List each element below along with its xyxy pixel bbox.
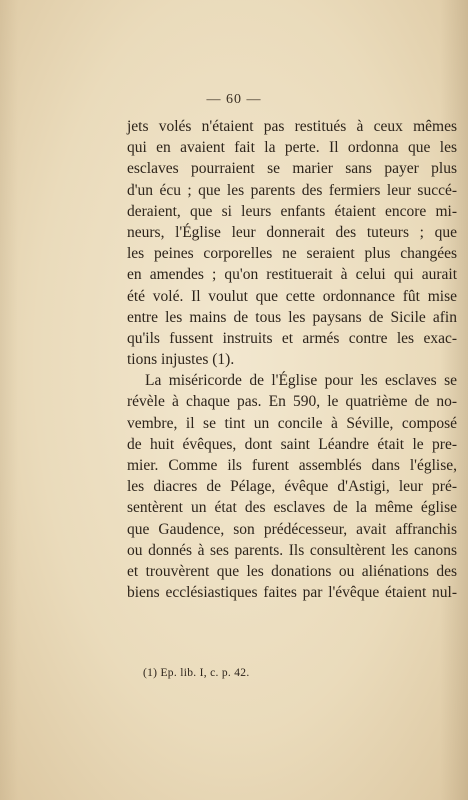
text-line: entre les mains de tous les paysans de Sicile afin [127, 308, 457, 326]
text-line: que Gaudence, son prédécesseur, avait affranchis [127, 520, 457, 538]
text-line: les peines corporelles ne seraient plus changées [127, 245, 457, 263]
text-line: révèle à chaque pas. En 590, le quatrième de no- [127, 393, 457, 411]
text-line: biens ecclésiastiques faites par l'évêque étaient nul- [127, 584, 457, 602]
text-line: en amendes ; qu'on restituerait à celui qui aurait [127, 266, 457, 284]
text-line: ou donnés à ses parents. Ils consultèrent les canons [127, 541, 457, 559]
page-number: — 60 — [206, 92, 262, 107]
text-line: qu'ils fussent instruits et armés contre les exac- [127, 329, 457, 347]
text-line: jets volés n'étaient pas restitués à ceux mêmes [127, 118, 457, 135]
text-line: et trouvèrent que les donations ou aliénations des [127, 562, 457, 580]
text-line: La miséricorde de l'Église pour les esclaves se [145, 372, 457, 390]
text-line: de huit évêques, dont saint Léandre était le pre- [127, 435, 457, 453]
body-text [127, 116, 457, 603]
text-line: esclaves pourraient se marier sans payer plus [127, 160, 457, 178]
text-line: qui en avaient fait la perte. Il ordonna que les [127, 139, 457, 157]
text-line: mier. Comme ils furent assemblés dans l'église, [127, 457, 457, 474]
text-line: d'un écu ; que les parents des fermiers leur succé- [127, 181, 457, 199]
text-line: neurs, l'Église leur donnerait des tuteurs ; que [127, 223, 457, 241]
text-line: été volé. Il voulut que cette ordonnance fût mise [127, 287, 457, 305]
text-line: vembre, il se tint un concile à Séville, composé [127, 414, 457, 432]
text-line: sentèrent un état des esclaves de la même église [127, 499, 457, 517]
text-line: les diacres de Pélage, évêque d'Astigi, leur pré- [127, 478, 457, 496]
footnote: (1) Ep. lib. I, c. p. 42. [143, 667, 250, 679]
text-line: deraient, que si leurs enfants étaient encore mi- [127, 202, 457, 220]
text-line: tions injustes (1). [127, 351, 235, 369]
